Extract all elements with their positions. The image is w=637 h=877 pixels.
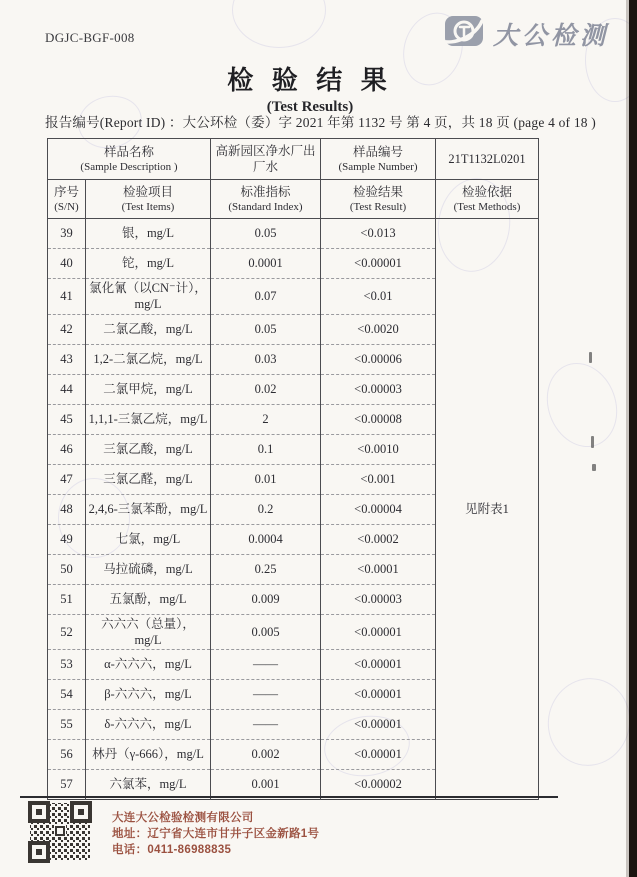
cell-item: 马拉硫磷，mg/L: [86, 554, 211, 584]
footer-company-block: [112, 810, 319, 858]
scan-edge-strip: [629, 0, 637, 877]
col-header-standard: [211, 180, 321, 219]
sample-desc-value: 高新园区净水厂出厂水: [211, 139, 321, 180]
sample-desc-header: [48, 139, 211, 180]
cell-item: 2,4,6-三氯苯酚，mg/L: [86, 494, 211, 524]
watermark-circle: [539, 669, 637, 774]
cell-standard: 0.03: [211, 344, 321, 374]
cell-result: <0.0010: [321, 434, 436, 464]
cell-standard: ——: [211, 650, 321, 680]
cell-standard: 0.001: [211, 770, 321, 800]
cell-item: 二氯乙酸，mg/L: [86, 314, 211, 344]
cell-sn: 41: [48, 279, 86, 315]
col-sn-label-en: (S/N): [54, 200, 79, 213]
col-header-item: [86, 180, 211, 219]
cell-item: 六六六（总量），mg/L: [86, 614, 211, 650]
page-title: 检 验 结 果: [227, 66, 393, 95]
cell-standard: 0.1: [211, 434, 321, 464]
cell-standard: 0.05: [211, 219, 321, 249]
cell-result: <0.00003: [321, 374, 436, 404]
cell-standard: 0.009: [211, 584, 321, 614]
col-header-result: [321, 180, 436, 219]
cell-item: 1,2-二氯乙烷，mg/L: [86, 344, 211, 374]
cell-item: 二氯甲烷，mg/L: [86, 374, 211, 404]
col-header-method: [436, 180, 539, 219]
cell-result: <0.00006: [321, 344, 436, 374]
cell-item: δ-六六六，mg/L: [86, 710, 211, 740]
cell-sn: 48: [48, 494, 86, 524]
logo-text: 大公检测: [493, 23, 610, 50]
table-body: [48, 219, 539, 800]
cell-item: α-六六六，mg/L: [86, 650, 211, 680]
watermark-circle: [535, 353, 628, 457]
cell-result: <0.0020: [321, 314, 436, 344]
cell-sn: 50: [48, 554, 86, 584]
cell-sn: 53: [48, 650, 86, 680]
cell-result: <0.00001: [321, 680, 436, 710]
qr-code: [28, 801, 92, 868]
cell-methods-note: 见附表1: [436, 219, 539, 800]
cell-result: <0.00003: [321, 584, 436, 614]
document-code: DGJC-BGF-008: [45, 30, 135, 45]
cell-sn: 40: [48, 249, 86, 279]
cell-sn: 49: [48, 524, 86, 554]
cell-result: <0.00002: [321, 770, 436, 800]
cell-sn: 43: [48, 344, 86, 374]
cell-result: <0.00001: [321, 710, 436, 740]
cell-standard: 0.005: [211, 614, 321, 650]
cell-sn: 54: [48, 680, 86, 710]
table-header-row-columns: [48, 180, 539, 219]
cell-result: <0.00001: [321, 614, 436, 650]
cell-item: β-六六六，mg/L: [86, 680, 211, 710]
table-header-row-sample: [48, 139, 539, 180]
scan-speck: [589, 352, 592, 363]
cell-item: 氯化氰（以CN⁻计），mg/L: [86, 279, 211, 315]
col-item-label-en: (Test Items): [121, 200, 175, 213]
cell-sn: 56: [48, 740, 86, 770]
cell-standard: ——: [211, 710, 321, 740]
cell-standard: 0.0001: [211, 249, 321, 279]
cell-sn: 44: [48, 374, 86, 404]
cell-sn: 45: [48, 404, 86, 434]
cell-sn: 52: [48, 614, 86, 650]
col-standard-label-en: (Standard Index): [228, 200, 303, 213]
cell-result: <0.001: [321, 464, 436, 494]
cell-result: <0.0001: [321, 554, 436, 584]
sample-desc-label: 样品名称: [103, 144, 154, 159]
cell-sn: 47: [48, 464, 86, 494]
cell-item: 七氯，mg/L: [86, 524, 211, 554]
cell-item: 林丹（γ-666），mg/L: [86, 740, 211, 770]
cell-item: 三氯乙酸，mg/L: [86, 434, 211, 464]
cell-sn: 42: [48, 314, 86, 344]
footer-company-name: 大连大公检验检测有限公司: [112, 812, 254, 824]
cell-result: <0.00001: [321, 650, 436, 680]
cell-result: <0.01: [321, 279, 436, 315]
cell-standard: 2: [211, 404, 321, 434]
col-item-label: 检验项目: [122, 184, 173, 199]
cell-standard: 0.05: [211, 314, 321, 344]
col-method-label-en: (Test Methods): [453, 200, 521, 213]
cell-sn: 51: [48, 584, 86, 614]
cell-item: 银，mg/L: [86, 219, 211, 249]
cell-item: 三氯乙醛，mg/L: [86, 464, 211, 494]
cell-result: <0.00004: [321, 494, 436, 524]
sample-number-label-en: (Sample Number): [338, 160, 418, 173]
col-sn-label: 序号: [53, 184, 79, 199]
sample-number-label: 样品编号: [352, 144, 403, 159]
col-header-sn: [48, 180, 86, 219]
scan-speck: [591, 436, 594, 448]
cell-result: <0.00001: [321, 249, 436, 279]
scan-speck: [592, 464, 596, 471]
footer-address: 地址：辽宁省大连市甘井子区金新路1号: [112, 828, 320, 840]
logo-icon: [441, 15, 485, 53]
cell-sn: 46: [48, 434, 86, 464]
title-block: [0, 60, 620, 116]
test-results-table: [47, 138, 539, 800]
cell-result: <0.00008: [321, 404, 436, 434]
cell-sn: 55: [48, 710, 86, 740]
cell-result: <0.00001: [321, 740, 436, 770]
table-row: [48, 219, 539, 249]
col-standard-label: 标准指标: [240, 184, 291, 199]
footer-phone: 电话：0411-86988835: [112, 844, 232, 856]
cell-result: <0.0002: [321, 524, 436, 554]
cell-standard: 0.01: [211, 464, 321, 494]
sample-number-header: [321, 139, 436, 180]
watermark-circle: [232, 0, 326, 48]
col-method-label: 检验依据: [461, 184, 512, 199]
page-title-en: (Test Results): [266, 99, 354, 115]
sample-desc-label-en: (Sample Description ): [80, 160, 178, 173]
cell-standard: 0.002: [211, 740, 321, 770]
cell-item: 1,1,1-三氯乙烷，mg/L: [86, 404, 211, 434]
cell-standard: 0.07: [211, 279, 321, 315]
cell-standard: ——: [211, 680, 321, 710]
cell-sn: 39: [48, 219, 86, 249]
cell-item: 六氯苯，mg/L: [86, 770, 211, 800]
cell-item: 铊，mg/L: [86, 249, 211, 279]
cell-result: <0.013: [321, 219, 436, 249]
cell-standard: 0.0004: [211, 524, 321, 554]
col-result-label-en: (Test Result): [349, 200, 407, 213]
cell-standard: 0.2: [211, 494, 321, 524]
cell-sn: 57: [48, 770, 86, 800]
col-result-label: 检验结果: [352, 184, 403, 199]
cell-standard: 0.02: [211, 374, 321, 404]
sample-number-value: 21T1132L0201: [436, 139, 539, 180]
cell-standard: 0.25: [211, 554, 321, 584]
report-id-line: 报告编号(Report ID) ：大公环检（委）字 2021 年第 1132 号 第 4 页，共 18 页 (page 4 of 18 ): [45, 115, 596, 130]
cell-item: 五氯酚，mg/L: [86, 584, 211, 614]
company-logo: [441, 15, 609, 53]
footer-divider: [20, 796, 558, 798]
